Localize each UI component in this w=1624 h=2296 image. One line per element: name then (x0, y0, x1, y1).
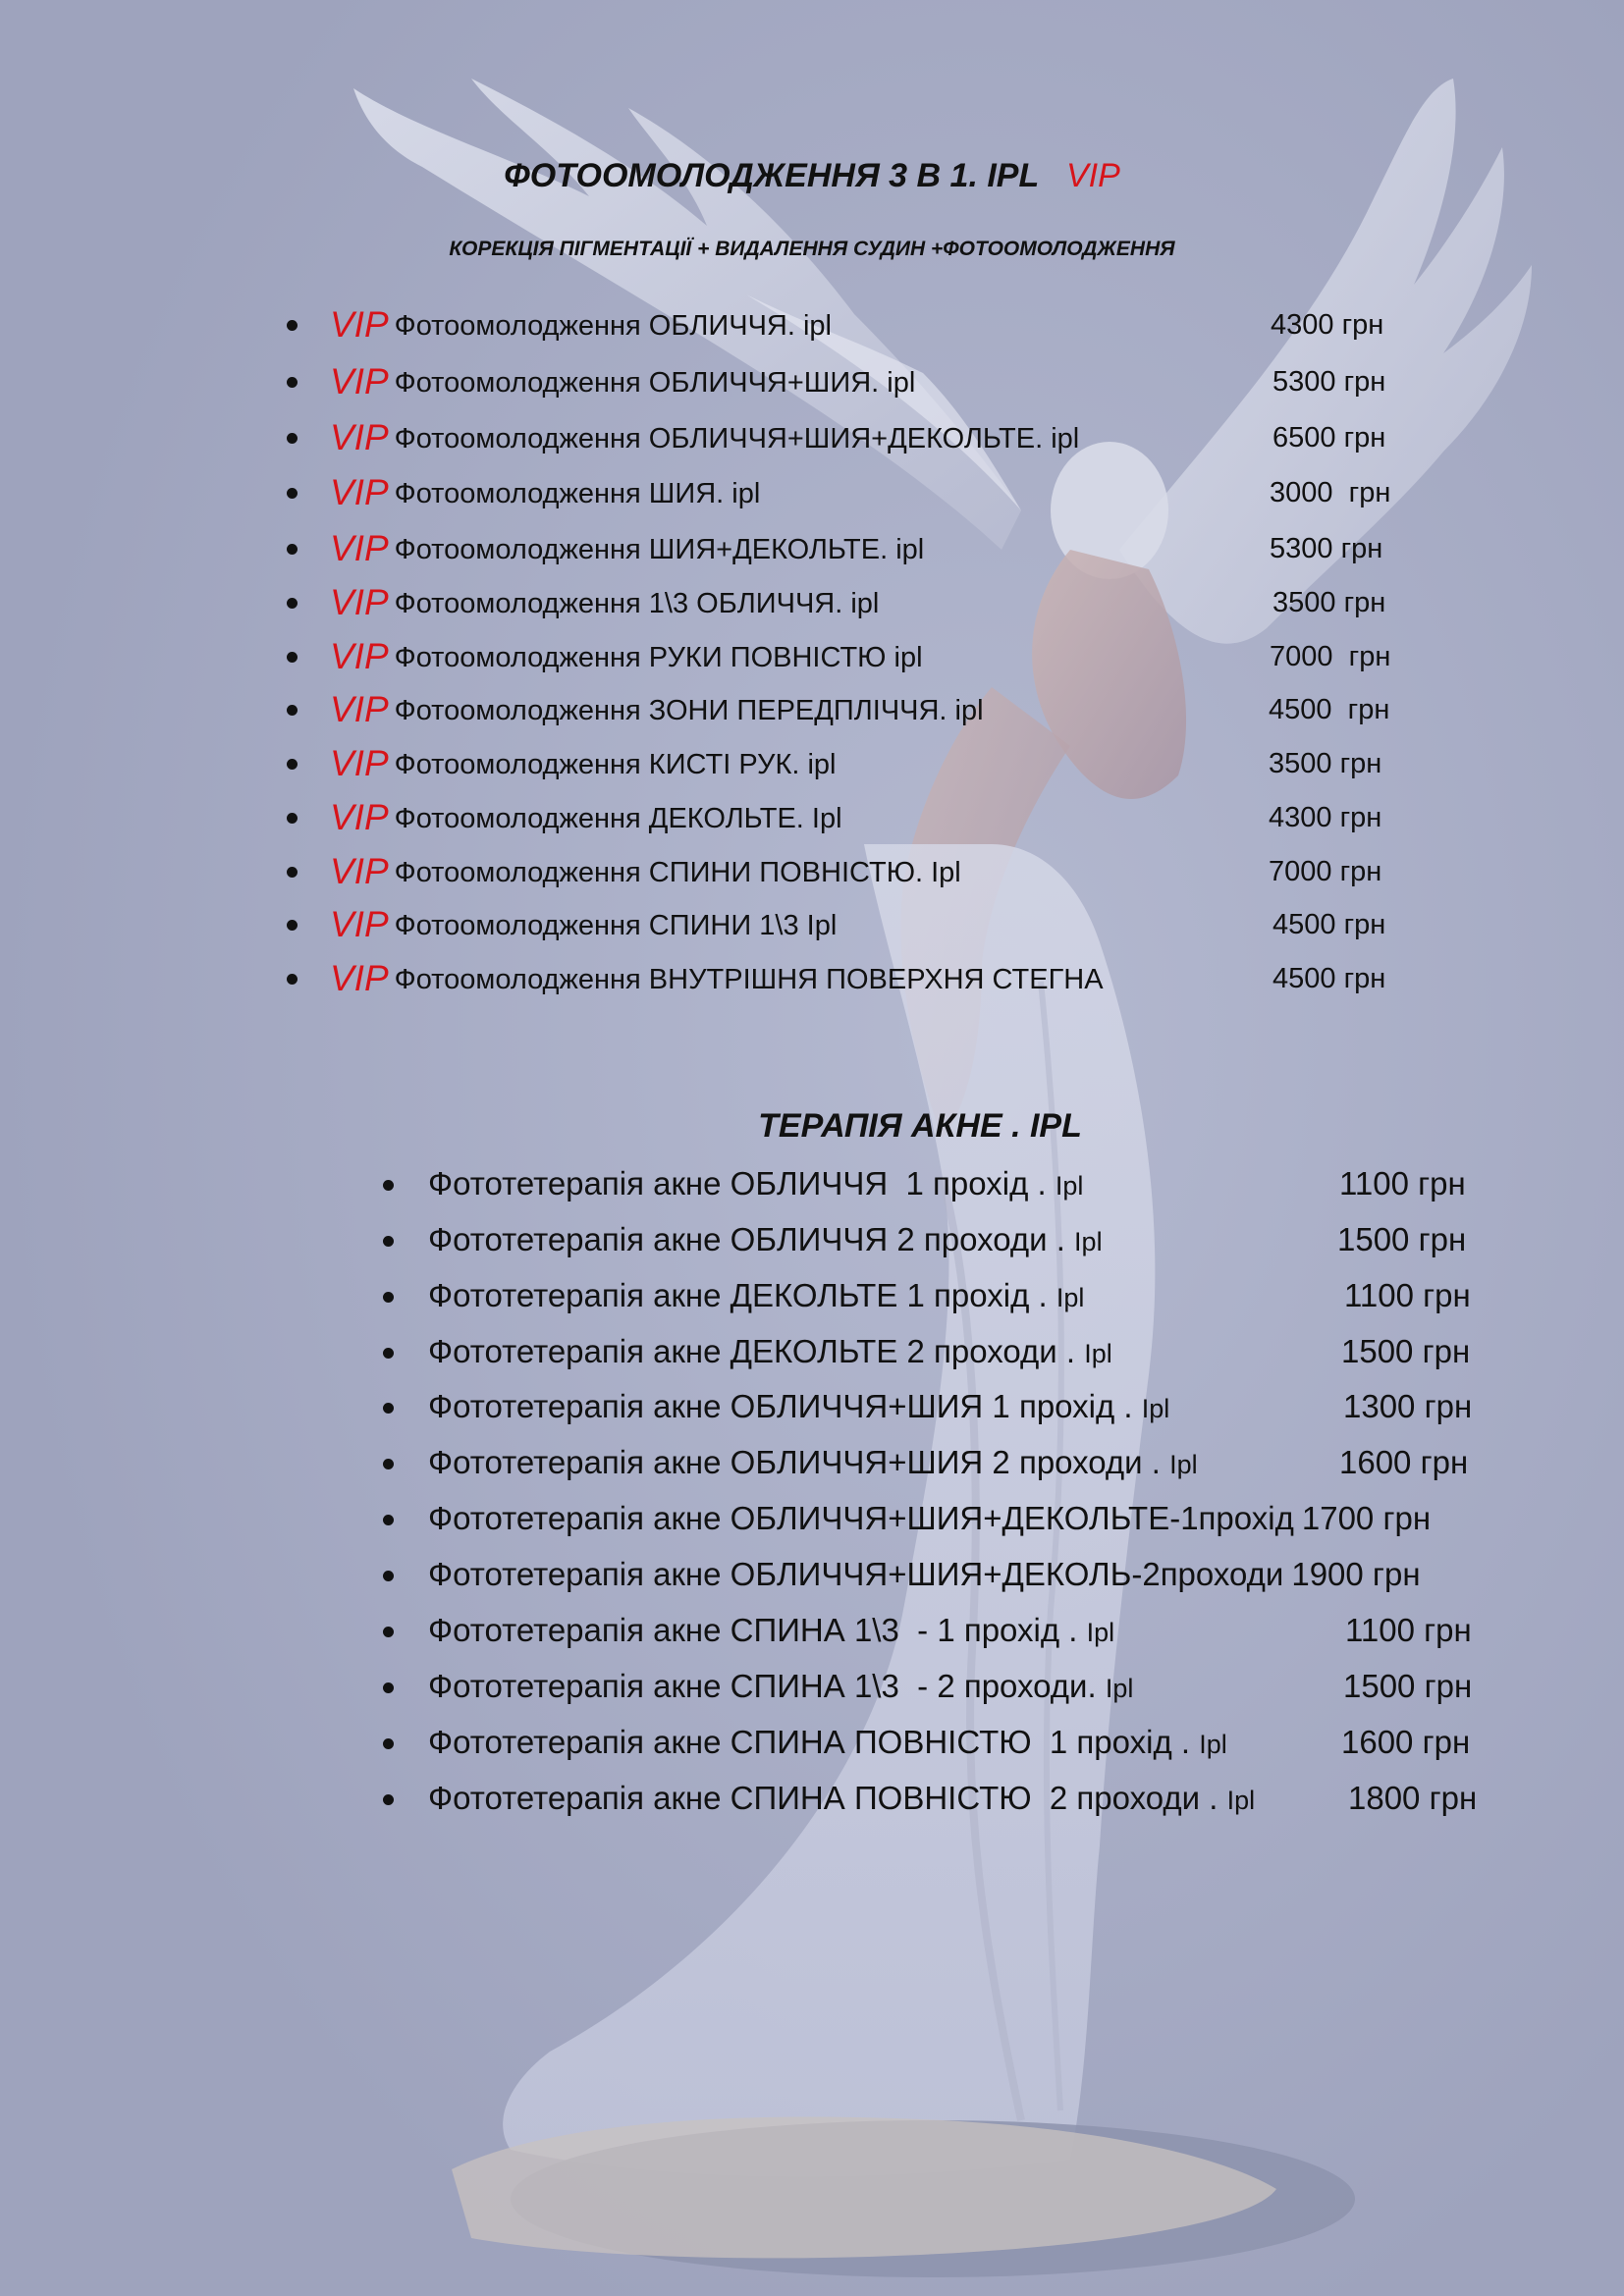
bullet-icon (287, 377, 298, 388)
vip-prefix: VIP (330, 417, 389, 457)
service-price: 4300 грн (1269, 802, 1382, 833)
vip-prefix: VIP (330, 636, 389, 676)
vip-prefix: VIP (330, 472, 389, 512)
service-price: 1900 грн (1291, 1556, 1421, 1592)
bullet-icon (383, 1348, 394, 1359)
acne-list-item (0, 1723, 1624, 1762)
vip-prefix: VIP (330, 797, 389, 837)
service-label: Фотоомолодження ВНУТРІШНЯ ПОВЕРХНЯ СТЕГНА (394, 964, 1104, 995)
bullet-icon (287, 867, 298, 878)
vip-list-item (0, 852, 1624, 891)
service-label: Фототетерапія акне ОБЛИЧЧЯ+ШИЯ+ДЕКОЛЬ-2проходи (428, 1556, 1284, 1592)
service-label: Фотоомолодження КИСТІ РУК. ipl (394, 749, 837, 780)
bullet-icon (383, 1738, 394, 1749)
bullet-icon (383, 1627, 394, 1637)
vip-prefix: VIP (330, 304, 389, 345)
vip-list-item (0, 305, 1624, 345)
service-price: 1100 грн (1345, 1612, 1472, 1648)
acne-list-item (0, 1555, 1624, 1594)
bullet-icon (383, 1682, 394, 1693)
service-label: Фотоомолодження ОБЛИЧЧЯ+ШИЯ. ipl (394, 367, 916, 399)
bullet-icon (287, 488, 298, 499)
vip-list-item (0, 905, 1624, 944)
acne-list-item (0, 1611, 1624, 1650)
acne-list-item (0, 1499, 1624, 1538)
service-label: Фотоомолодження ШИЯ+ДЕКОЛЬТЕ. ipl (394, 534, 925, 565)
vip-list-item (0, 690, 1624, 729)
service-price: 1800 грн (1348, 1780, 1478, 1816)
service-ipl-suffix: Ipl (1105, 1674, 1134, 1703)
acne-list-item (0, 1779, 1624, 1818)
bullet-icon (383, 1515, 394, 1525)
bullet-icon (383, 1571, 394, 1581)
bullet-icon (287, 320, 298, 331)
bullet-icon (287, 759, 298, 770)
vip-prefix: VIP (330, 528, 389, 568)
vip-prefix: VIP (330, 904, 389, 944)
service-label: Фотоомолодження РУКИ ПОВНІСТЮ ipl (394, 642, 923, 673)
vip-prefix: VIP (330, 582, 389, 622)
bullet-icon (287, 920, 298, 931)
service-price: 1500 грн (1343, 1668, 1473, 1704)
vip-list-item (0, 473, 1624, 512)
vip-list-item (0, 959, 1624, 998)
vip-list-item (0, 529, 1624, 568)
vip-list-item (0, 418, 1624, 457)
bullet-icon (287, 705, 298, 716)
service-ipl-suffix: Ipl (1074, 1227, 1103, 1256)
bullet-icon (383, 1292, 394, 1303)
service-price: 1500 грн (1341, 1333, 1471, 1369)
service-price: 3500 грн (1272, 587, 1386, 618)
page-title-vip: VIP (1065, 157, 1120, 194)
acne-list-item (0, 1443, 1624, 1482)
service-label: Фотоомолодження ЗОНИ ПЕРЕДПЛІЧЧЯ. ipl (394, 695, 984, 726)
bullet-icon (287, 544, 298, 555)
service-price: 1100 грн (1339, 1165, 1466, 1201)
service-label: Фотоомолодження ШИЯ. ipl (394, 478, 761, 509)
page-subtitle: КОРЕКЦІЯ ПІГМЕНТАЦІЇ + ВИДАЛЕННЯ СУДИН +ФОТООМОЛОДЖЕННЯ (449, 238, 1175, 260)
service-label: Фототетерапія акне СПИНА 1\3 - 2 проходи. (428, 1668, 1106, 1704)
bullet-icon (383, 1236, 394, 1247)
acne-section-title: ТЕРАПІЯ АКНЕ . IPL (758, 1107, 1082, 1145)
service-price: 4500 грн (1272, 909, 1386, 940)
bullet-icon (383, 1459, 394, 1469)
acne-list-item (0, 1667, 1624, 1706)
vip-list-item (0, 362, 1624, 401)
service-price: 1300 грн (1343, 1388, 1473, 1424)
service-price: 1700 грн (1301, 1500, 1432, 1536)
bullet-icon (383, 1403, 394, 1414)
service-price: 7000 грн (1270, 641, 1391, 672)
service-price: 5300 грн (1272, 366, 1386, 398)
bullet-icon (287, 433, 298, 444)
acne-list-item (0, 1164, 1624, 1203)
service-label: Фототетерапія акне СПИНА ПОВНІСТЮ 2 проходи . (428, 1780, 1227, 1816)
vip-list-item (0, 798, 1624, 837)
service-label: Фототетерапія акне ДЕКОЛЬТЕ 2 проходи . (428, 1333, 1085, 1369)
service-label: Фотоомолодження ОБЛИЧЧЯ+ШИЯ+ДЕКОЛЬТЕ. ipl (394, 423, 1080, 454)
service-label: Фототетерапія акне ОБЛИЧЧЯ+ШИЯ 2 проходи . (428, 1444, 1170, 1480)
service-price: 6500 грн (1272, 422, 1386, 454)
service-price: 1500 грн (1337, 1221, 1467, 1257)
service-price: 1600 грн (1339, 1444, 1469, 1480)
vip-list-item (0, 583, 1624, 622)
service-ipl-suffix: Ipl (1169, 1450, 1198, 1479)
acne-list-item (0, 1332, 1624, 1371)
service-price: 4500 грн (1272, 963, 1386, 994)
service-ipl-suffix: Ipl (1141, 1394, 1170, 1423)
service-price: 7000 грн (1269, 856, 1382, 887)
service-price: 3500 грн (1269, 748, 1382, 779)
bullet-icon (287, 974, 298, 985)
bullet-icon (287, 813, 298, 824)
service-price: 4500 грн (1269, 694, 1390, 725)
vip-prefix: VIP (330, 689, 389, 729)
bullet-icon (383, 1180, 394, 1191)
service-ipl-suffix: Ipl (1056, 1283, 1085, 1312)
service-price: 1100 грн (1344, 1277, 1471, 1313)
service-ipl-suffix: Ipl (1086, 1618, 1115, 1647)
vip-prefix: VIP (330, 361, 389, 401)
service-label: Фототетерапія акне ОБЛИЧЧЯ 1 прохід . (428, 1165, 1056, 1201)
service-ipl-suffix: Ipl (1226, 1786, 1256, 1815)
service-label: Фототетерапія акне СПИНА ПОВНІСТЮ 1 прохід . (428, 1724, 1200, 1760)
service-label: Фотоомолодження СПИНИ ПОВНІСТЮ. Ipl (394, 857, 961, 888)
vip-prefix: VIP (330, 743, 389, 783)
service-ipl-suffix: Ipl (1199, 1730, 1227, 1759)
vip-prefix: VIP (330, 958, 389, 998)
service-label: Фотоомолодження СПИНИ 1\3 Ipl (394, 910, 838, 941)
service-price: 1600 грн (1341, 1724, 1471, 1760)
acne-list-item (0, 1220, 1624, 1259)
bullet-icon (383, 1794, 394, 1805)
service-label: Фототетерапія акне ОБЛИЧЧЯ 2 проходи . (428, 1221, 1075, 1257)
service-price: 3000 грн (1270, 477, 1391, 508)
acne-list-item (0, 1387, 1624, 1426)
service-label: Фототетерапія акне СПИНА 1\3 - 1 прохід . (428, 1612, 1087, 1648)
acne-list-item (0, 1276, 1624, 1315)
vip-list-item (0, 637, 1624, 676)
service-label: Фототетерапія акне ДЕКОЛЬТЕ 1 прохід . (428, 1277, 1056, 1313)
service-label: Фотоомолодження 1\3 ОБЛИЧЧЯ. ipl (394, 588, 880, 619)
service-label: Фотоомолодження ДЕКОЛЬТЕ. Ipl (394, 803, 842, 834)
service-ipl-suffix: Ipl (1084, 1339, 1112, 1368)
service-label: Фототетерапія акне ОБЛИЧЧЯ+ШИЯ 1 прохід . (428, 1388, 1142, 1424)
service-label: Фототетерапія акне ОБЛИЧЧЯ+ШИЯ+ДЕКОЛЬТЕ-1прохід (428, 1500, 1294, 1536)
bullet-icon (287, 598, 298, 609)
service-price: 5300 грн (1270, 533, 1383, 564)
service-ipl-suffix: Ipl (1055, 1171, 1084, 1201)
bullet-icon (287, 652, 298, 663)
page-title (0, 157, 1624, 195)
vip-prefix: VIP (330, 851, 389, 891)
service-label: Фотоомолодження ОБЛИЧЧЯ. ipl (394, 310, 832, 342)
service-price: 4300 грн (1271, 309, 1384, 341)
page-title-main: ФОТООМОЛОДЖЕННЯ 3 В 1. IPL (504, 157, 1039, 194)
vip-list-item (0, 744, 1624, 783)
